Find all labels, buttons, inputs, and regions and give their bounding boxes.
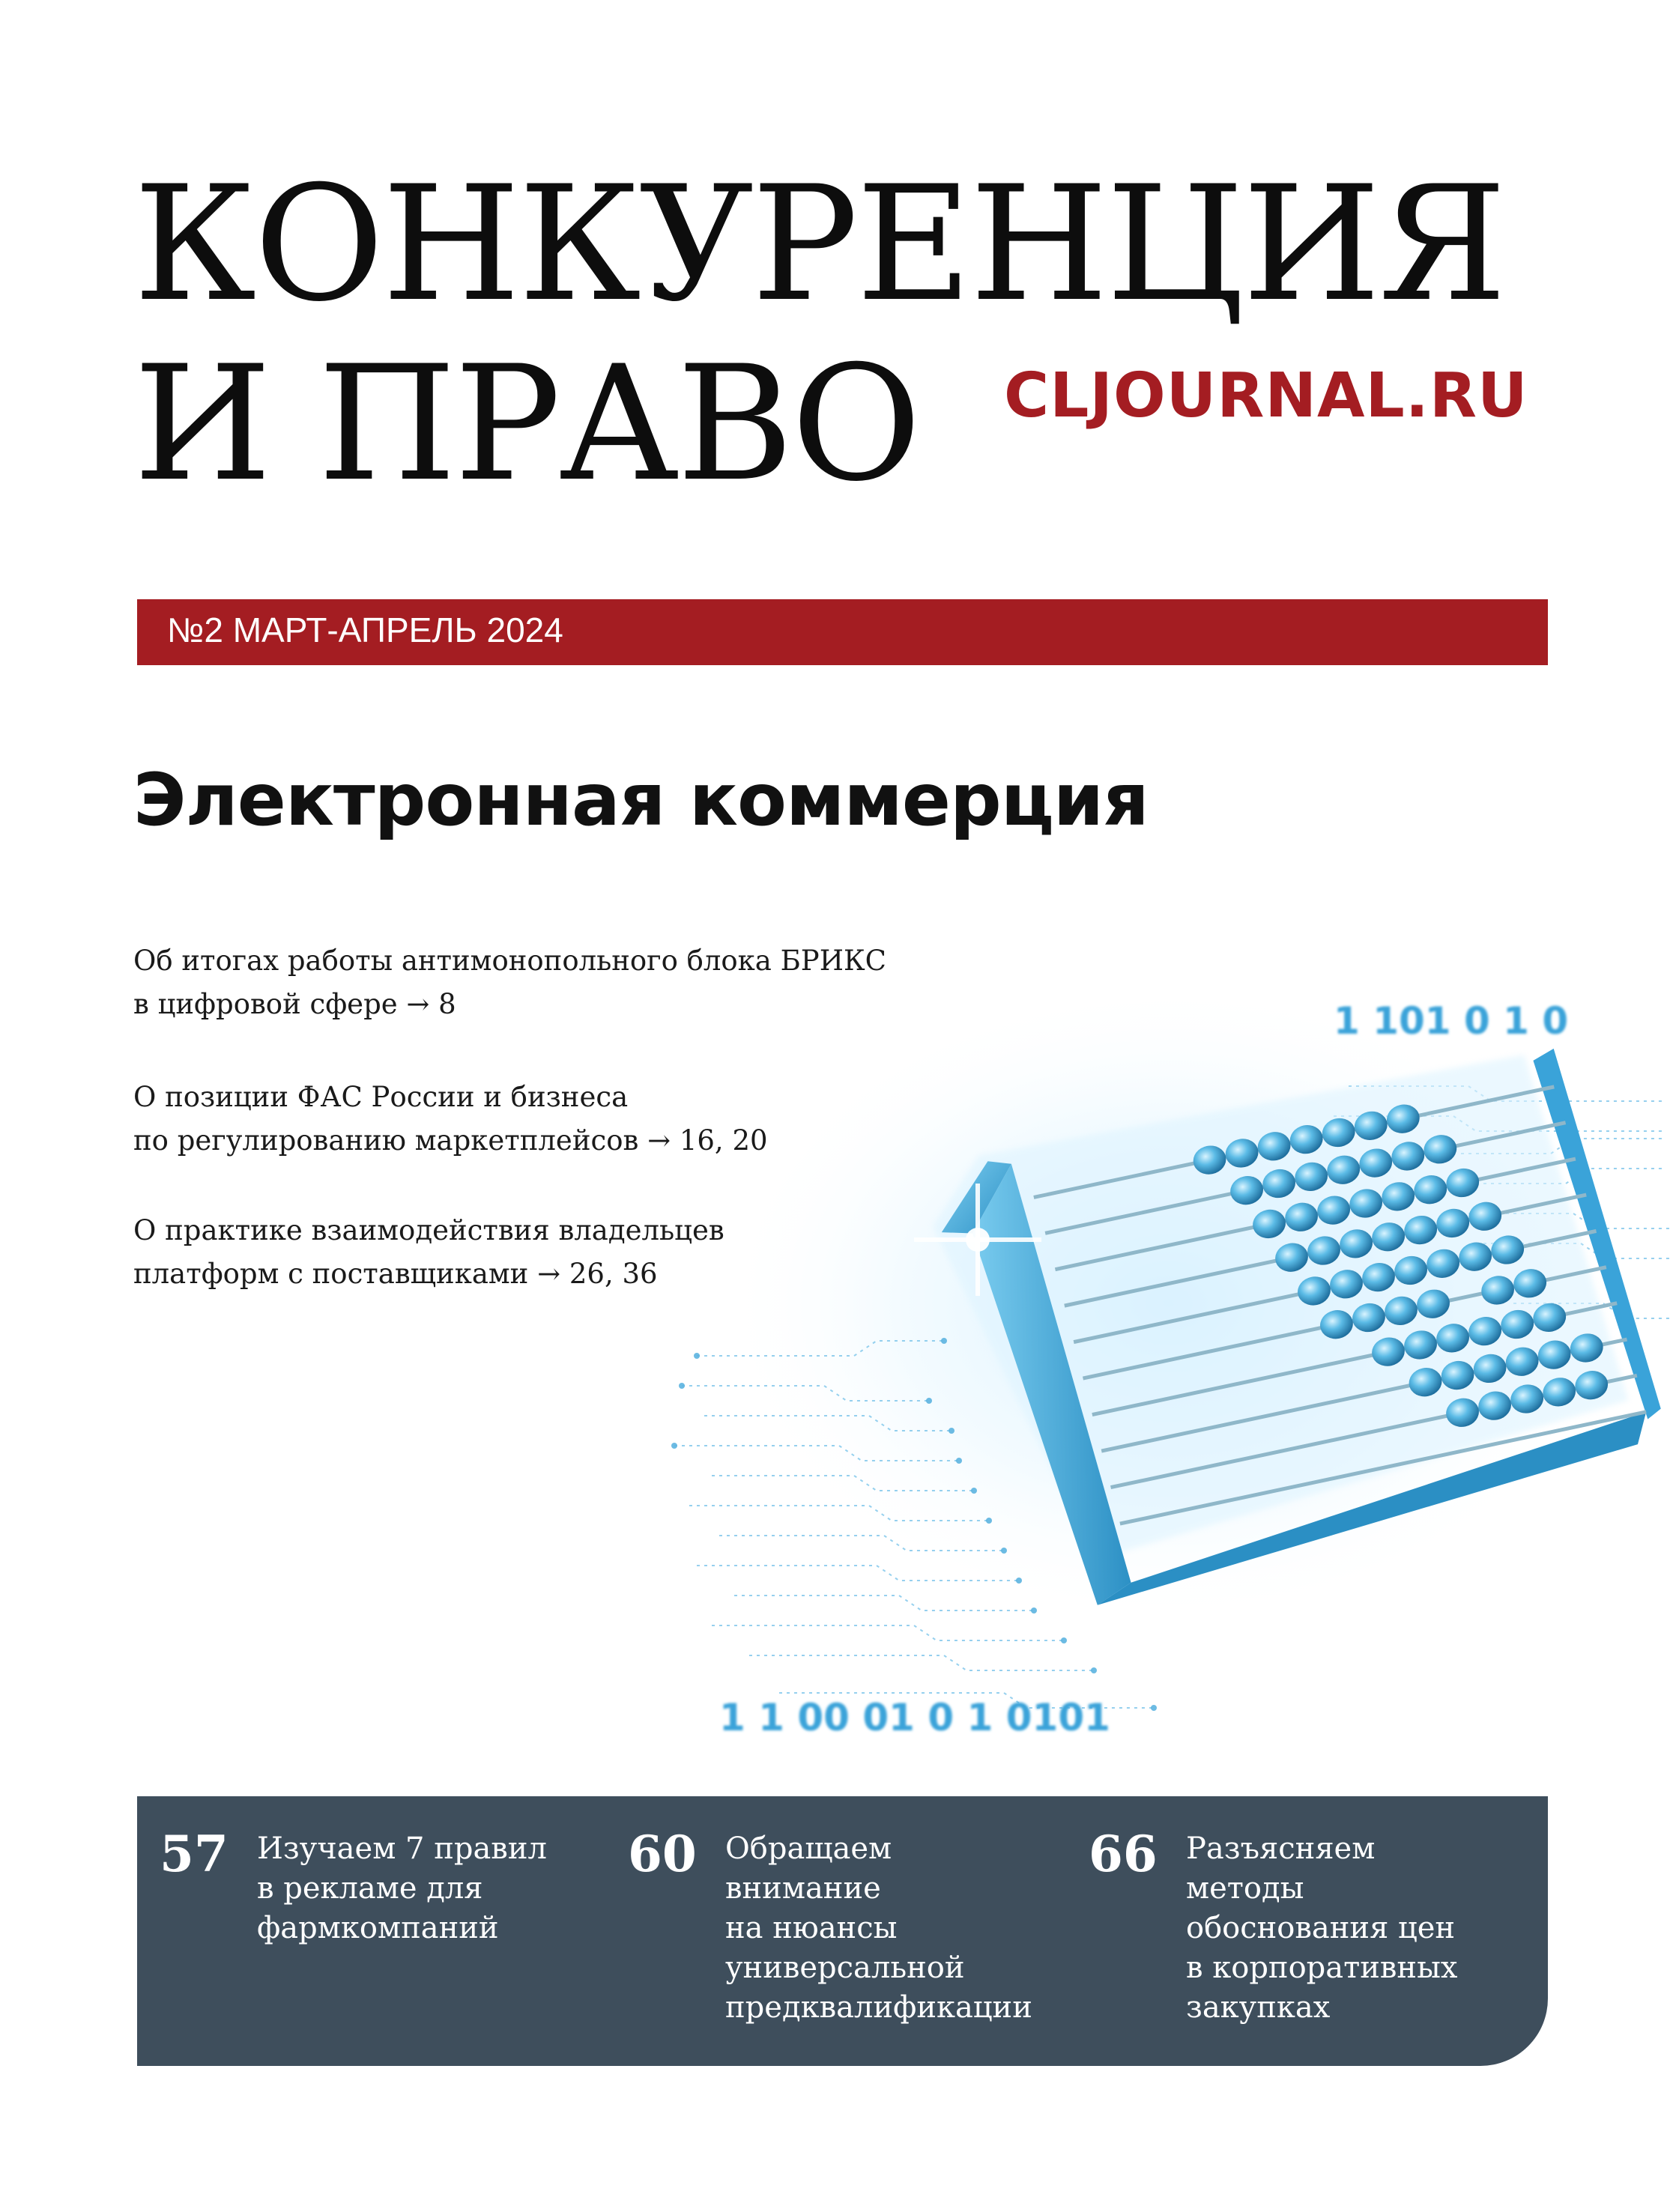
teaser-brics[interactable]: [133, 939, 1032, 1026]
masthead-title-line-2: И ПРАВО: [133, 331, 919, 516]
issue-bar: [137, 599, 1548, 665]
bottom-articles-panel: [137, 1796, 1548, 2066]
article-title-line: методы: [1186, 1871, 1304, 1906]
article-title: [257, 1829, 547, 1948]
binary-top: 1 101 0 1 0: [1334, 999, 1569, 1043]
article-title-line: обоснования цен: [1186, 1911, 1456, 1945]
teaser-fas-marketplaces[interactable]: [133, 1076, 1032, 1163]
teaser-line: О позиции ФАС России и бизнеса: [133, 1081, 629, 1113]
teaser-line: О практике взаимодействия владельцев: [133, 1214, 724, 1246]
masthead-title-line-1: КОНКУРЕНЦИЯ: [133, 151, 1505, 336]
teaser-line: платформ с поставщиками → 26, 36: [133, 1258, 658, 1290]
cover-topic: Электронная коммерция: [133, 758, 1149, 842]
article-page-number: 60: [628, 1825, 697, 1883]
teaser-line: по регулированию маркетплейсов → 16, 20: [133, 1124, 768, 1157]
article-title-line: предквалификации: [725, 1990, 1032, 2025]
teaser-platform-suppliers[interactable]: [133, 1209, 1032, 1296]
teaser-line: в цифровой сфере → 8: [133, 988, 456, 1020]
article-title-line: Изучаем 7 правил: [257, 1831, 547, 1866]
article-title: [725, 1829, 1032, 2028]
article-title-line: в рекламе для: [257, 1871, 483, 1906]
article-title-line: на нюансы: [725, 1911, 898, 1945]
issue-label: №2 МАРТ-АПРЕЛЬ 2024: [167, 610, 563, 649]
article-title: [1186, 1829, 1457, 2028]
article-title-line: универсальной: [725, 1951, 965, 1985]
article-title-line: Разъясняем: [1186, 1831, 1376, 1866]
article-title-line: Обращаем: [725, 1831, 892, 1866]
article-title-line: закупках: [1186, 1990, 1331, 2025]
article-page-number: 57: [160, 1825, 229, 1883]
binary-bottom: 1 1 00 01 0 1 0101: [719, 1696, 1110, 1739]
article-page-number: 66: [1089, 1825, 1158, 1883]
article-title-line: в корпоративных: [1186, 1951, 1458, 1985]
teaser-line: Об итогах работы антимонопольного блока БРИКС: [133, 945, 886, 977]
article-title-line: внимание: [725, 1871, 881, 1906]
website-link[interactable]: CLJOURNAL.RU: [1004, 360, 1528, 431]
article-title-line: фармкомпаний: [257, 1911, 499, 1945]
